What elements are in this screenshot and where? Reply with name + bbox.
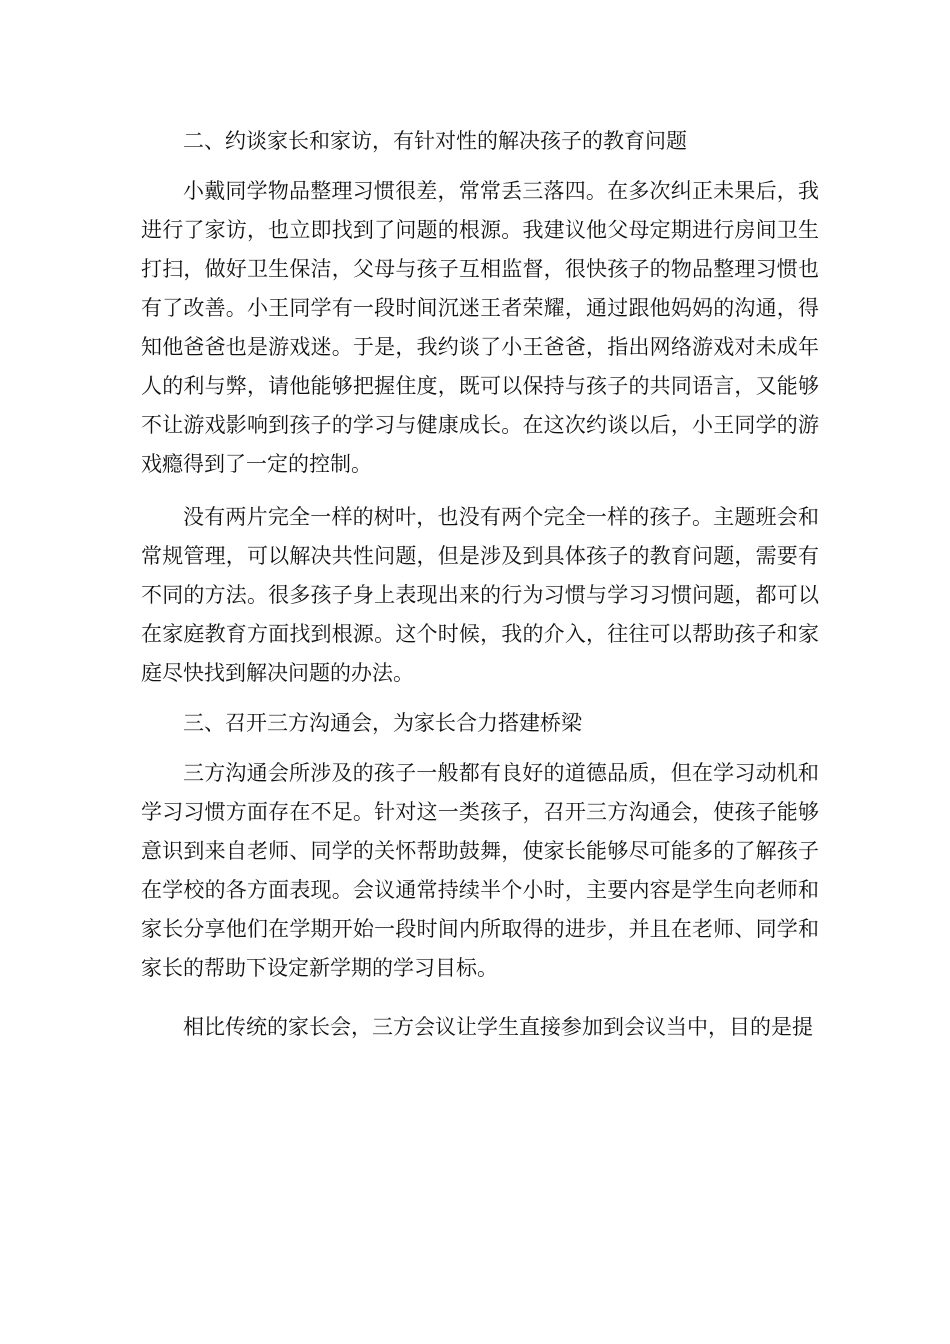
section-heading-2: 二、约谈家长和家访，有针对性的解决孩子的教育问题 bbox=[183, 129, 687, 153]
paragraph-three-way-meeting: 三方沟通会所涉及的孩子一般都有良好的道德品质，但在学习动机和学习习惯方面存在不足。针对这一类孩子，召开三方沟通会，使孩子能够意识到来自老师、同学的关怀帮助鼓舞，使家长能够尽可能多的了解孩子在学校的各方面表现。会议通常持续半个小时，主要内容是学生向老师和家长分享他们在学期开始一段时间内所取得的进步，并且在老师、同学和家长的帮助下设定新学期的学习目标。 bbox=[141, 761, 819, 980]
document-body bbox=[141, 122, 819, 1047]
section-heading-3: 三、召开三方沟通会，为家长合力搭建桥梁 bbox=[183, 711, 582, 735]
paragraph-traditional-meeting: 相比传统的家长会，三方会议让学生直接参加到会议当中，目的是提 bbox=[183, 1015, 813, 1039]
paragraph-different-children: 没有两片完全一样的树叶，也没有两个完全一样的孩子。主题班会和常规管理，可以解决共性问题，但是涉及到具体孩子的教育问题，需要有不同的方法。很多孩子身上表现出来的行为习惯与学习习惯问题，都可以在家庭教育方面找到根源。这个时候，我的介入，往往可以帮助孩子和家庭尽快找到解决问题的办法。 bbox=[141, 505, 819, 685]
paragraph-home-visit: 小戴同学物品整理习惯很差，常常丢三落四。在多次纠正未果后，我进行了家访，也立即找到了问题的根源。我建议他父母定期进行房间卫生打扫，做好卫生保洁，父母与孩子互相监督，很快孩子的物品整理习惯也有了改善。小王同学有一段时间沉迷王者荣耀，通过跟他妈妈的沟通，得知他爸爸也是游戏迷。于是，我约谈了小王爸爸，指出网络游戏对未成年人的利与弊，请他能够把握住度，既可以保持与孩子的共同语言，又能够不让游戏影响到孩子的学习与健康成长。在这次约谈以后，小王同学的游戏瘾得到了一定的控制。 bbox=[141, 179, 819, 476]
